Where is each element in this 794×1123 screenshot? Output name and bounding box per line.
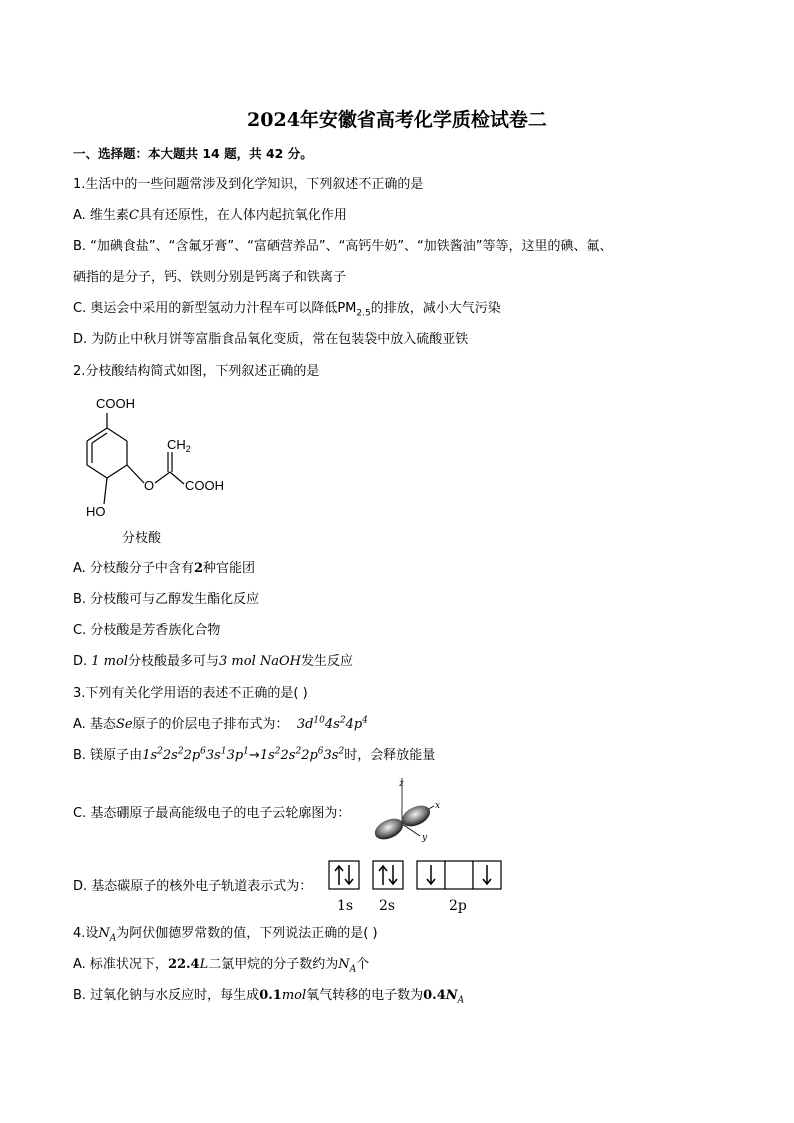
- q1-option-c: C. 奥运会中采用的新型氢动力汁程车可以降低$PM_{2.5}$的排放，减小大气污染: [73, 301, 501, 319]
- label-2s: 2s: [379, 898, 396, 914]
- label-2p: 2p: [449, 898, 467, 914]
- p-orbital-diagram: [372, 776, 442, 846]
- axis-z-label: z: [399, 779, 404, 789]
- q2-option-d: D. 1 mol分枝酸最多可与3 mol NaOH发生反应: [73, 654, 353, 669]
- q4-stem: 4.设$N_A$为阿伏伽德罗常数的值，下列说法正确的是( ): [73, 926, 378, 944]
- structure-caption: 分枝酸: [122, 531, 162, 546]
- orbital-lobe-left: [372, 815, 406, 844]
- carbon-orbital-diagram: [328, 860, 508, 920]
- axis-x-label: x: [435, 801, 441, 811]
- chorismic-acid-structure: [70, 392, 250, 552]
- q4-option-a: A. 标准状况下，22.4L二氯甲烷的分子数约为$N_A$个: [73, 957, 370, 975]
- q2-option-c: C. 分枝酸是芳香族化合物: [73, 623, 221, 638]
- q3-option-b: B. 镁原子由$1s^22s^22p^63s^13p^1\to 1s^22s^22p^63s^2$时，会释放能量: [73, 746, 436, 763]
- cooh-label-side: COOH: [185, 478, 224, 493]
- q1-option-d: D. 为防止中秋月饼等富脂食品氧化变质，常在包装袋中放入硫酸亚铁: [73, 332, 469, 347]
- q1-option-a: A. 维生素C具有还原性，在人体内起抗氧化作用: [73, 208, 347, 223]
- q1-option-b-line2: 硒指的是分子，钙、铁则分别是钙离子和铁离子: [73, 270, 347, 285]
- axis-y-label: y: [422, 833, 428, 843]
- q3-stem: 3.下列有关化学用语的表述不正确的是( ): [73, 686, 308, 701]
- ho-label: HO: [86, 504, 106, 519]
- q2-option-a: A. 分枝酸分子中含有2种官能团: [73, 561, 255, 576]
- q3-option-c: C. 基态硼原子最高能级电子的电子云轮廓图为：: [73, 806, 351, 821]
- q2-stem: 2.分枝酸结构简式如图，下列叙述正确的是: [73, 364, 320, 379]
- q4-option-b: B. 过氧化钠与水反应时，每生成0.1mol氧气转移的电子数为$0.4N_A$: [73, 988, 465, 1006]
- label-1s: 1s: [337, 898, 354, 914]
- ch2-label: $CH_2$: [167, 437, 191, 454]
- q1-option-b-line1: B. “加碘食盐”、“含氟牙膏”、“富硒营养品”、“高钙牛奶”、“加铁酱油”等等，这里的碘、氟、: [73, 239, 613, 254]
- ether-oxygen-label: O: [144, 478, 155, 493]
- q2-option-b: B. 分枝酸可与乙醇发生酯化反应: [73, 592, 260, 607]
- section-heading: 一、选择题：本大题共 14 题，共 42 分。: [73, 146, 313, 161]
- cooh-label-top: COOH: [96, 396, 135, 411]
- q3-option-a: A. 基态Se原子的价层电子排布式为： $3d^{10}4s^24p^4$: [73, 715, 368, 732]
- orbital-lobe-right: [399, 802, 434, 831]
- exam-title: 2024年安徽省高考化学质检试卷二: [247, 109, 547, 131]
- q1-stem: 1.生活中的一些问题常涉及到化学知识，下列叙述不正确的是: [73, 177, 424, 192]
- q3-option-d: D. 基态碳原子的核外电子轨道表示式为：: [73, 879, 313, 894]
- structure-drawing: [70, 392, 250, 552]
